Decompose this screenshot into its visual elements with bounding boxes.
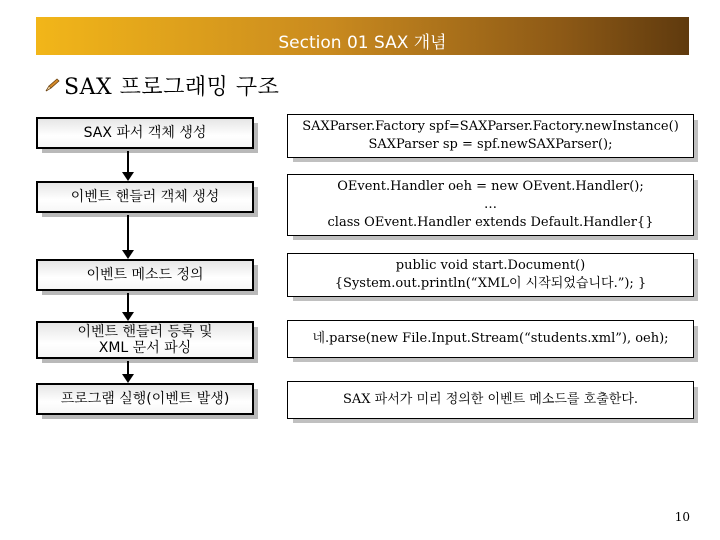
flow-arrow-line-3 <box>127 293 129 312</box>
step-label-4 <box>36 321 254 359</box>
code-line: OEvent.Handler oeh = new OEvent.Handler(); <box>337 179 644 194</box>
step-label-2 <box>36 181 254 213</box>
step-label-line: 프로그램 실행(이벤트 발생) <box>60 391 230 407</box>
step-label-line: SAX 파서 객체 생성 <box>83 125 207 141</box>
code-line: SAX 파서가 미리 정의한 이벤트 메소드를 호출한다. <box>342 392 639 407</box>
step-code-1 <box>287 114 694 158</box>
page-number: 10 <box>674 510 690 524</box>
step-label-line: 이벤트 핸들러 등록 및 <box>77 324 213 340</box>
step-code-3 <box>287 253 694 297</box>
code-line: … <box>483 197 497 212</box>
code-line: SAXParser sp = spf.newSAXParser(); <box>368 137 613 152</box>
flow-arrow-line-2 <box>127 215 129 250</box>
flow-arrow-head-4 <box>122 374 134 383</box>
slide-title: SAX 프로그래밍 구조 <box>64 74 280 100</box>
slide-heading <box>44 70 279 100</box>
step-label-3 <box>36 259 254 291</box>
code-line: SAXParser.Factory spf=SAXParser.Factory.newInstance() <box>302 119 679 134</box>
section-banner <box>36 17 689 55</box>
step-label-line: XML 문서 파싱 <box>98 340 192 356</box>
pen-bullet-icon <box>44 77 60 93</box>
flow-arrow-head-2 <box>122 250 134 259</box>
code-line: public void start.Document() <box>395 258 586 273</box>
step-label-5 <box>36 383 254 415</box>
step-code-2 <box>287 174 694 236</box>
code-line: 네.parse(new File.Input.Stream(“students.xml”), oeh); <box>312 331 669 346</box>
flow-arrow-head-1 <box>122 172 134 181</box>
flow-arrow-line-1 <box>127 151 129 172</box>
step-code-4 <box>287 320 694 358</box>
code-line: {System.out.println(“XML이 시작되었습니다.”); } <box>334 276 647 291</box>
step-label-line: 이벤트 핸들러 객체 생성 <box>70 189 220 205</box>
step-label-line: 이벤트 메소드 정의 <box>86 267 204 283</box>
section-title: Section 01 SAX 개념 <box>278 32 447 53</box>
flow-arrow-head-3 <box>122 312 134 321</box>
flow-arrow-line-4 <box>127 361 129 374</box>
code-line: class OEvent.Handler extends Default.Handler{} <box>327 215 654 230</box>
step-label-1 <box>36 117 254 149</box>
step-code-5 <box>287 381 694 419</box>
